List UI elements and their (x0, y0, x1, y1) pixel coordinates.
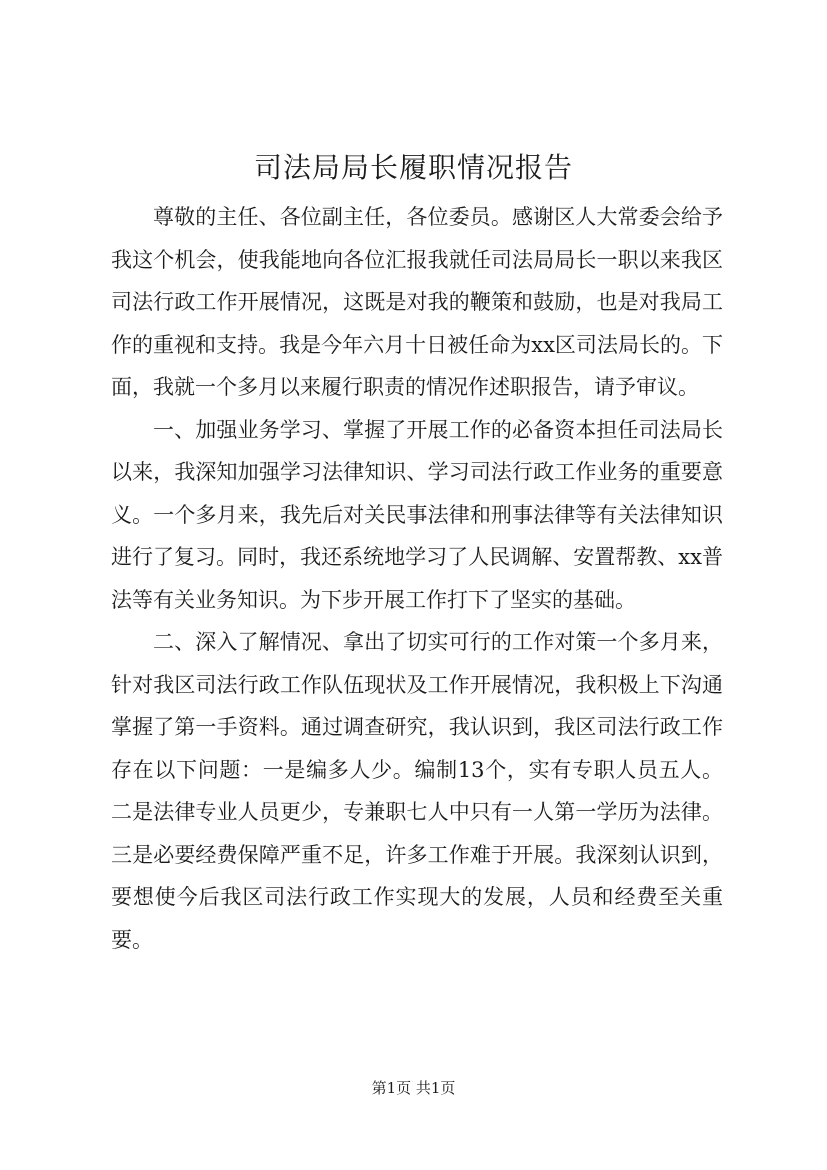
paragraph-opening: 尊敬的主任、各位副主任，各位委员。感谢区人大常委会给予我这个机会，使我能地向各位汇报我就任司法局局长一职以来我区司法行政工作开展情况，这既是对我的鞭策和鼓励，也是对我局工作的重视和支持。我是今年六月十日被任命为xx区司法局长的。下面，我就一个多月以来履行职责的情况作述职报告，请予审议。 (111, 205, 723, 399)
document-body (111, 196, 723, 961)
paragraph-section-two: 二、深入了解情况、拿出了切实可行的工作对策一个多月来，针对我区司法行政工作队伍现状及工作开展情况，我积极上下沟通掌握了第一手资料。通过调查研究，我认识到，我区司法行政工作存在以下问题：一是编多人少。编制13个，实有专职人员五人。二是法律专业人员更少，专兼职七人中只有一人第一学历为法律。三是必要经费保障严重不足，许多工作难于开展。我深刻认识到，要想使今后我区司法行政工作实现大的发展，人员和经费至关重要。 (111, 630, 723, 952)
paragraph-section-one: 一、加强业务学习、掌握了开展工作的必备资本担任司法局长以来，我深知加强学习法律知识、学习司法行政工作业务的重要意义。一个多月来，我先后对关民事法律和刑事法律等有关法律知识进行了复习。同时，我还系统地学习了人民调解、安置帮教、xx普法等有关业务知识。为下步开展工作打下了坚实的基础。 (111, 417, 723, 612)
page-number-footer: 第1页 共1页 (371, 1079, 456, 1097)
document-title: 司法局局长履职情况报告 (253, 151, 573, 184)
